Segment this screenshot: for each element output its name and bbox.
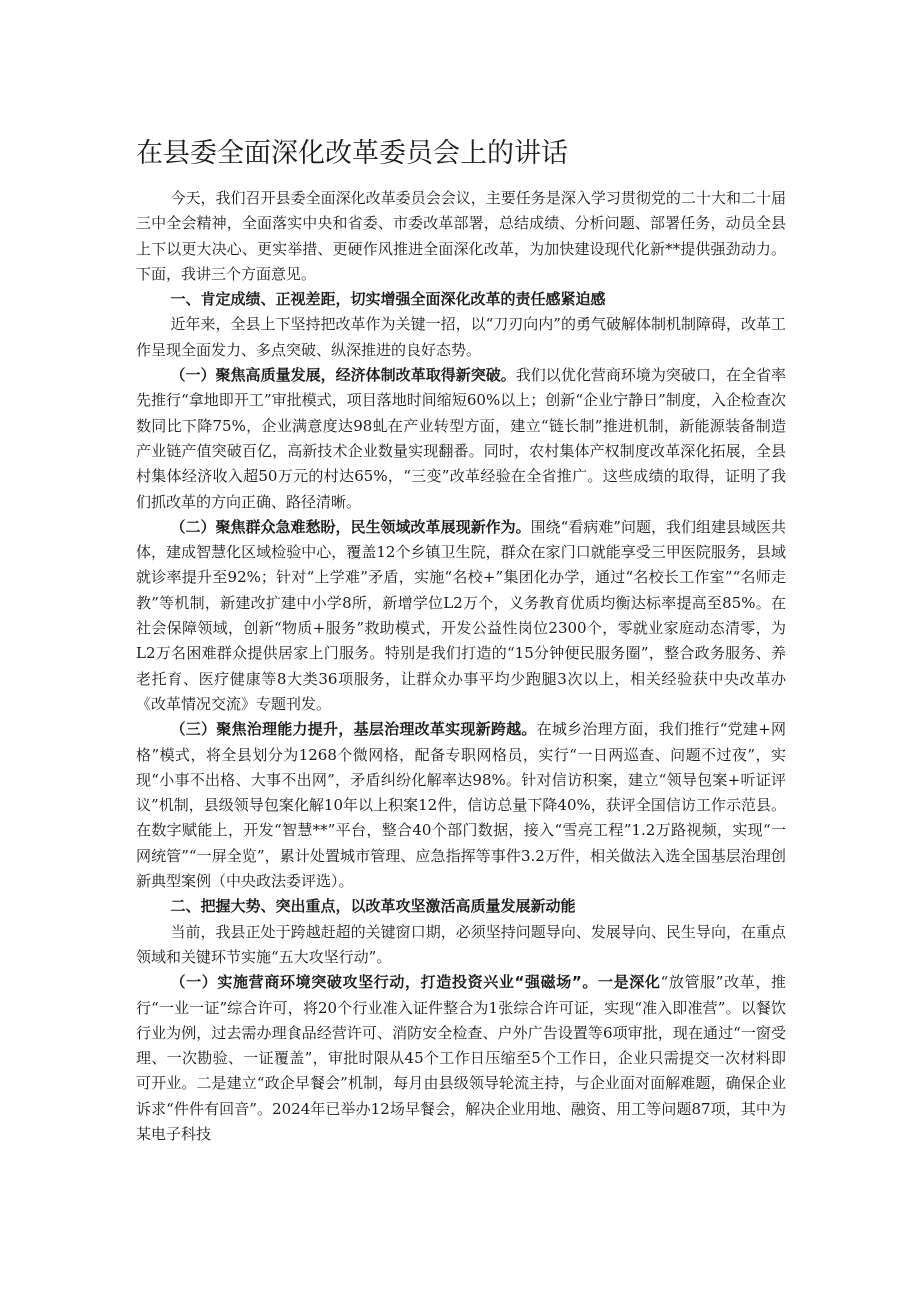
paragraph-text: 当前，我县正处于跨越赶超的关键窗口期，必须坚持问题导向、发展导向、民生导向，在重点领域和关键环节实施“五大攻坚行动”。 (136, 922, 786, 966)
subsection-1-1 (136, 363, 786, 515)
section-heading-1: 一、肯定成绩、正视差距，切实增强全面深化改革的责任感紧迫感 (170, 290, 606, 309)
section-1-intro (136, 312, 786, 363)
paragraph-text: 在城乡治理方面，我们推行“党建+网格”模式，将全县划分为1268个微网格，配备专职网格员，实行“一日两巡查、问题不过夜”，实现“小事不出格、大事不出网”，矛盾纠纷化解率达98%。针对信访积案，建立“领导包案+听证评议”机制，县级领导包案化解10年以上积案12件，信访总量下降40%，获评全国信访工作示范县。在数字赋能上，开发“智慧**”平台，整合40个部门数据，接入“雪亮工程”1.2万路视频，实现“一网统管”“一屏全览”，累计处置城市管理、应急指挥等事件3.2万件，相关做法入选全国基层治理创新典型案例（中央政法委评选）。 (136, 720, 786, 891)
document-title: 在县委全面深化改革委员会上的讲话 (136, 138, 568, 169)
section-2-intro (136, 920, 786, 971)
intro-paragraph (136, 186, 786, 287)
subsection-1-2 (136, 515, 786, 717)
subsection-lead: （三）聚焦治理能力提升，基层治理改革实现新跨越。 (170, 720, 537, 739)
subsection-lead: （一）聚焦高质量发展，经济体制改革取得新突破。 (170, 366, 516, 385)
section-heading-2: 二、把握大势、突出重点，以改革攻坚激活高质量发展新动能 (170, 897, 576, 916)
paragraph-text: 围绕“看病难”问题，我们组建县域医共体，建成智慧化区域检验中心，覆盖12个乡镇卫生院，群众在家门口就能享受三甲医院服务，县域就诊率提升至92%；针对“上学难”矛盾，实施“名校+”集团化办学，通过“名校长工作室”“名师走教”等机制，新建改扩建中小学8所，新增学位L2万个，义务教育优质均衡达标率提高至85%。在社会保障领域，创新“物质+服务”救助模式，开发公益性岗位2300个，零就业家庭动态清零，为L2万名困难群众提供居家上门服务。特别是我们打造的“15分钟便民服务圈”，整合政务服务、养老托育、医疗健康等8大类36项服务，让群众办事平均少跑腿3次以上，相关经验获中央改革办《改革情况交流》专题刊发。 (136, 517, 786, 713)
paragraph-text: 我们以优化营商环境为突破口，在全省率先推行“拿地即开工”审批模式，项目落地时间缩短60%以上；创新“企业宁静日”制度，入企检查次数同比下降75%，企业满意度达98虬在产业转型方面，建立“链长制”推进机制，新能源装备制造产业链产值突破百亿，高新技术企业数量实现翻番。同时，农村集体产权制度改革深化拓展，全县村集体经济收入超50万元的村达65%，“三变”改革经验在全省推广。这些成绩的取得，证明了我们抓改革的方向正确、路径清晰。 (136, 366, 786, 511)
paragraph-text: 近年来，全县上下坚持把改革作为关键一招，以“刀刃向内”的勇气破解体制机制障碍，改革工作呈现全面发力、多点突破、纵深推进的良好态势。 (136, 315, 786, 359)
subsection-lead: （二）聚焦群众急难愁盼，民生领域改革展现新作为。 (170, 517, 531, 536)
document-page (136, 132, 786, 1147)
subsection-1-3 (136, 717, 786, 894)
paragraph-text: 今天，我们召开县委全面深化改革委员会会议，主要任务是深入学习贯彻党的二十大和二十届三中全会精神，全面落实中央和省委、市委改革部署，总结成绩、分析问题、部署任务，动员全县上下以更大决心、更实举措、更硬作风推进全面深化改革，为加快建设现代化新**提供强劲动力。下面，我讲三个方面意见。 (136, 189, 786, 283)
paragraph-text: “放管服”改革，推行“一业一证”综合许可，将20个行业准入证件整合为1张综合许可证，实现“准入即准营”。以餐饮行业为例，过去需办理食品经营许可、消防安全检查、户外广告设置等6项审批，现在通过“一窗受理、一次勘验、一证覆盖”，审批时限从45个工作日压缩至5个工作日，企业只需提交一次材料即可开业。二是建立“政企早餐会”机制，每月由县级领导轮流主持，与企业面对面解难题，确保企业诉求“件件有回音”。2024年已举办12场早餐会，解决企业用地、融资、用工等问题87项，其中为某电子科技 (136, 973, 786, 1143)
subsection-lead: （一）实施营商环境突破攻坚行动，打造投资兴业“强磁场”。一是深化 (170, 973, 661, 992)
subsection-2-1 (136, 970, 786, 1147)
